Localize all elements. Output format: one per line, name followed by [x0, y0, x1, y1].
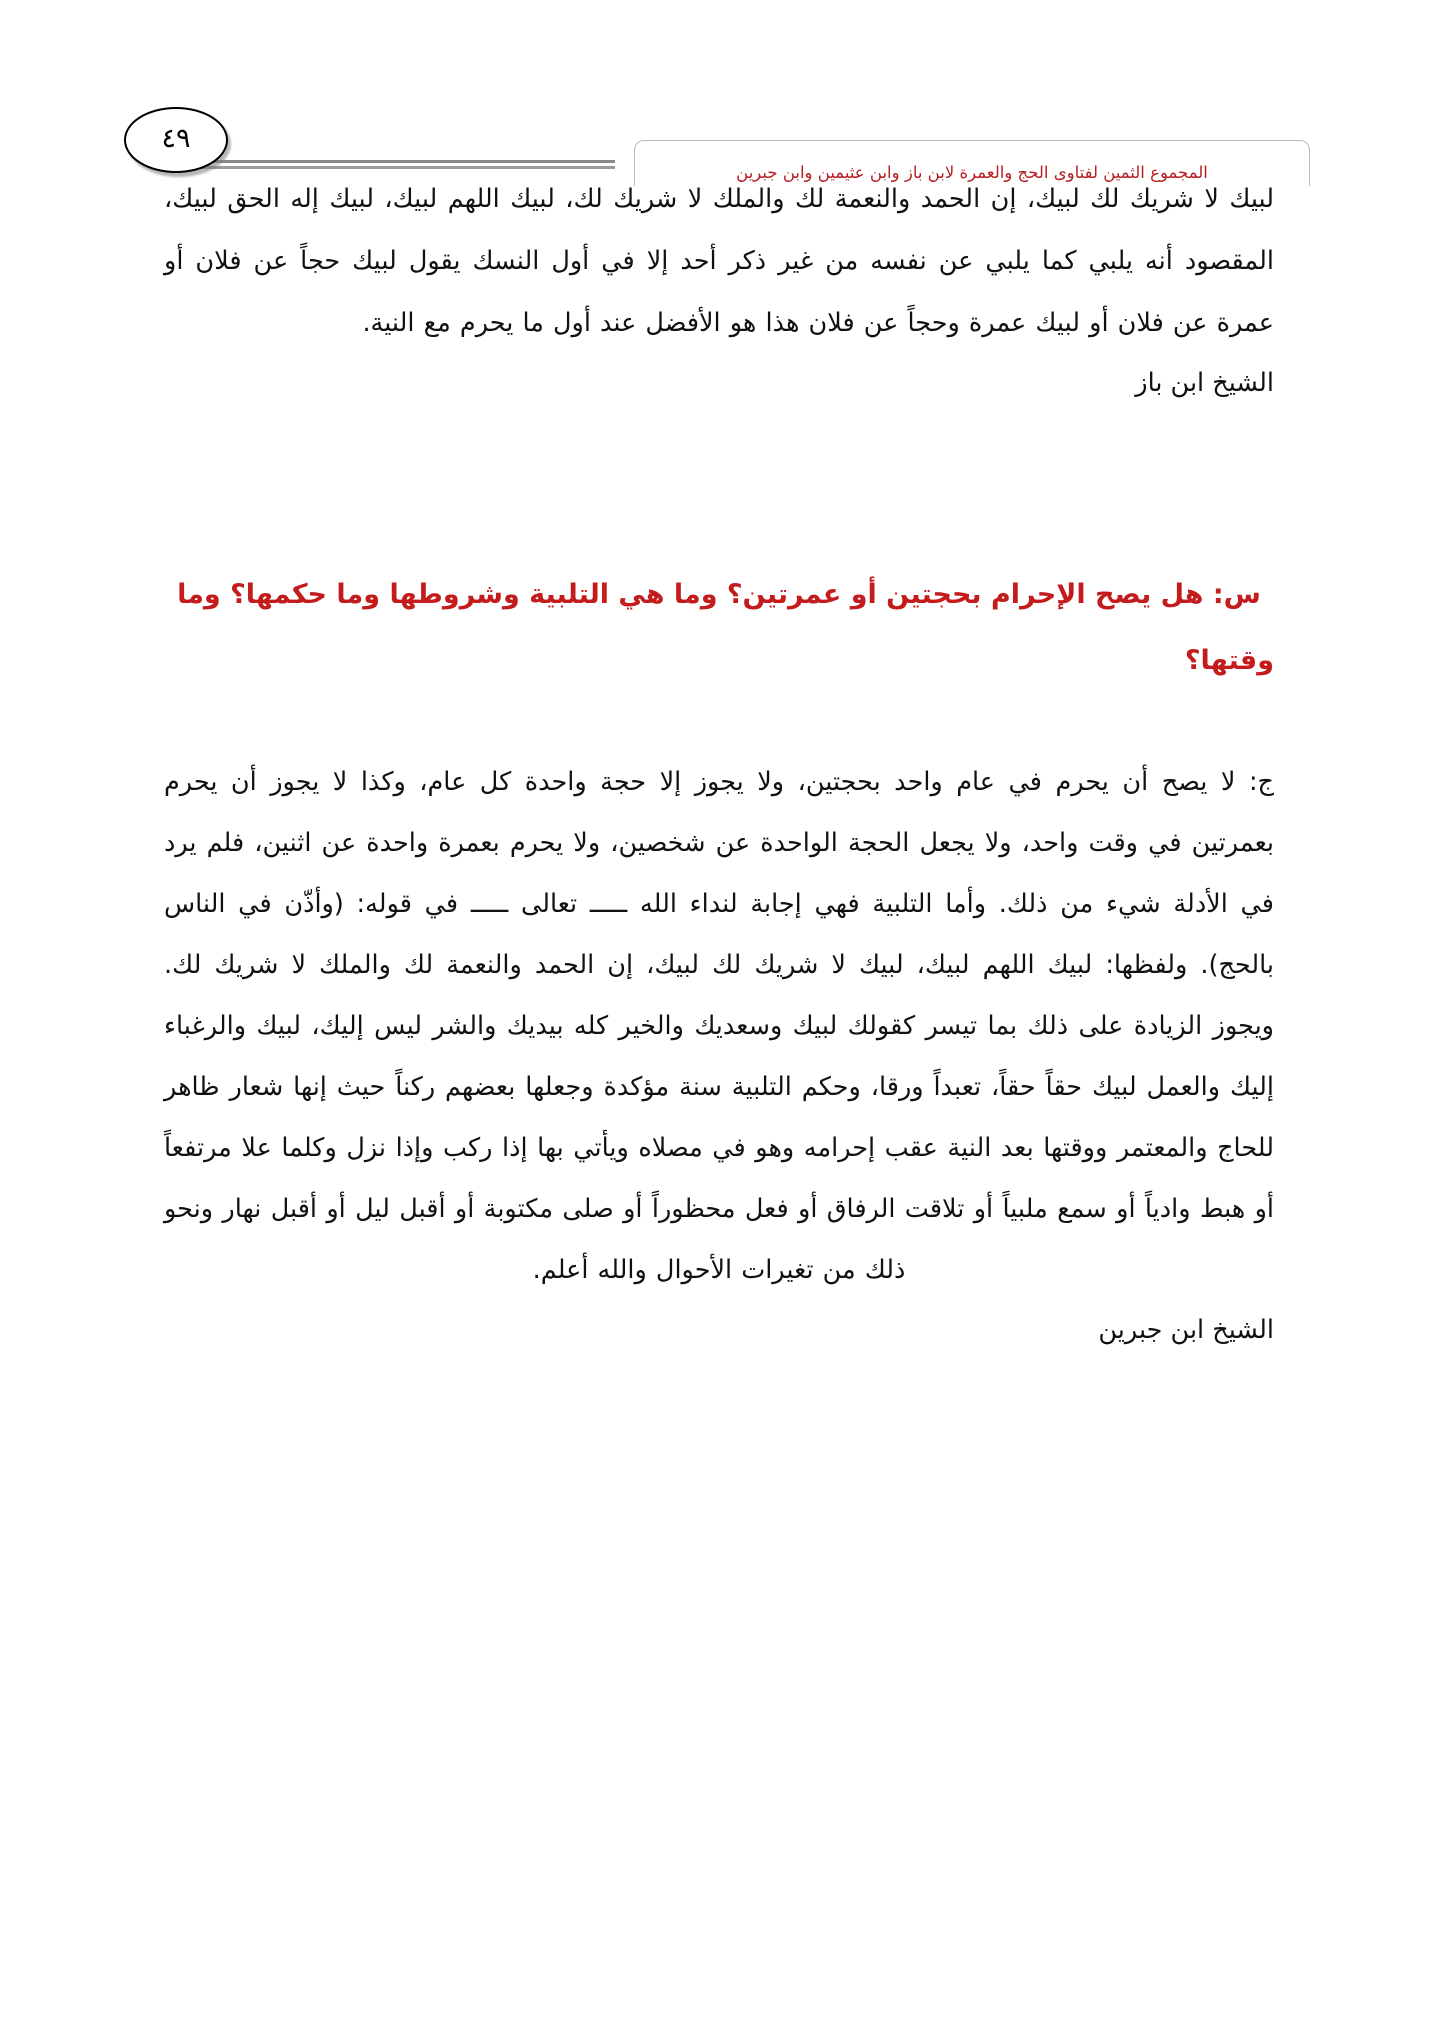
page-header [0, 55, 1434, 182]
signature-ibn-jibreen: الشيخ ابن جبرين [1098, 1315, 1274, 1345]
answer-block [164, 752, 1274, 1301]
running-title-text: المجموع الثمين لفتاوى الحج والعمرة لابن باز وابن عثيمين وابن جبرين [736, 163, 1208, 182]
header-rule-upper-bar [195, 160, 615, 163]
page-number-text: ٤٩ [161, 123, 191, 154]
continued-paragraph: لبيك لا شريك لك لبيك، إن الحمد والنعمة لك والملك لا شريك لك، لبيك اللهم لبيك، لبيك إله الحق لبيك، المقصود أنه يلبي كما يلبي عن نفسه من غير ذكر أحد إلا في أول النسك يقول لبيك حجاً عن فلان أو عمرة عن فلان أو لبيك عمرة وحجاً عن فلان هذا هو الأفضل عند أول ما يحرم مع النية. [164, 184, 1274, 338]
question-heading: س: هل يصح الإحرام بحجتين أو عمرتين؟ وما هي التلبية وشروطها وما حكمها؟ وما وقتها؟ [177, 579, 1274, 676]
question-answer-spacer [164, 694, 1274, 752]
signature-ibn-baz: الشيخ ابن باز [1135, 368, 1274, 398]
page-body [164, 168, 1274, 1359]
page-number-badge [124, 107, 228, 173]
answer-paragraph: ج: لا يصح أن يحرم في عام واحد بحجتين، ولا يجوز إلا حجة واحدة كل عام، وكذا لا يجوز أن يحرم بعمرتين في وقت واحد، ولا يجعل الحجة الواحدة عن شخصين، ولا يحرم بعمرة واحدة عن اثنين، فلم يرد في الأدلة شيء من ذلك. وأما التلبية فهي إجابة لنداء الله ـــــ تعالى ـــــ في قوله: (وأذّن في الناس بالحج). ولفظها: لبيك اللهم لبيك، لبيك لا شريك لك لبيك، إن الحمد والنعمة لك والملك لا شريك لك. ويجوز الزيادة على ذلك بما تيسر كقولك لبيك وسعديك والخير كله بيديك والشر ليس إليك، لبيك والرغباء إليك والعمل لبيك حقاً حقاً، تعبداً ورقا، وحكم التلبية سنة مؤكدة وجعلها بعضهم ركناً حيث إنها شعار ظاهر للحاج والمعتمر ووقتها بعد النية عقب إحرامه وهو في مصلاه ويأتي بها إذا ركب وإذا نزل وكلما علا مرتفعاً أو هبط وادياً أو سمع ملبياً أو تلاقت الرفاق أو فعل محظوراً أو صلى مكتوبة أو أقبل ليل أو أقبل نهار ونحو ذلك من تغيرات الأحوال والله أعلم. [164, 767, 1274, 1285]
section-spacer-top [164, 412, 1274, 562]
